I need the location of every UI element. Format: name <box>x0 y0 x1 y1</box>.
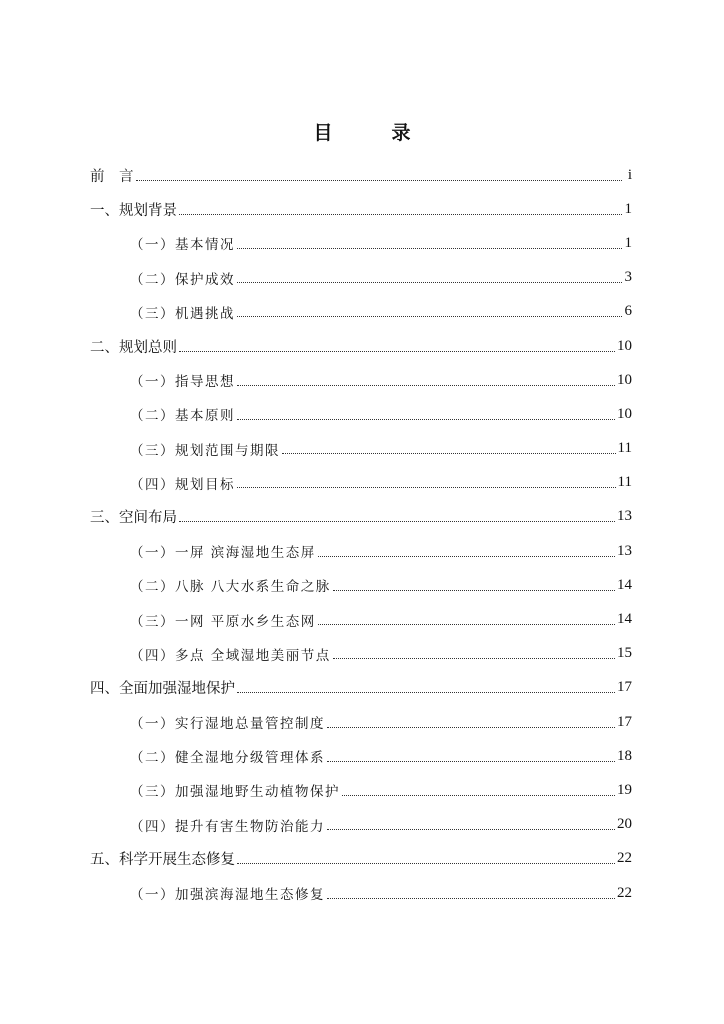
toc-entry-page-number: 11 <box>617 474 632 491</box>
toc-dot-leader <box>342 795 615 796</box>
toc-dot-leader <box>318 624 615 625</box>
toc-dot-leader <box>327 727 615 728</box>
toc-entry-page-number: 19 <box>617 781 632 798</box>
toc-entry-label: （二）健全湿地分级管理体系 <box>130 750 325 767</box>
toc-dot-leader <box>179 214 622 215</box>
toc-entry-label: （四）提升有害生物防治能力 <box>130 818 325 835</box>
toc-entry[interactable] <box>90 158 632 192</box>
toc-entry[interactable] <box>90 739 632 773</box>
toc-entry-label: （一）加强滨海湿地生态修复 <box>130 887 325 904</box>
toc-entry[interactable] <box>90 671 632 705</box>
toc-dot-leader <box>327 829 615 830</box>
toc-entry-label: （二）八脉 八大水系生命之脉 <box>130 579 331 596</box>
toc-entry-page-number: 14 <box>617 576 632 593</box>
toc-dot-leader <box>327 898 615 899</box>
toc-entry-page-number: 22 <box>617 850 632 867</box>
table-of-contents <box>90 158 632 910</box>
toc-entry-page-number: 13 <box>617 542 632 559</box>
toc-entry-label: 前 言 <box>90 168 134 185</box>
toc-entry[interactable] <box>90 261 632 295</box>
toc-entry[interactable] <box>90 466 632 500</box>
toc-entry[interactable] <box>90 397 632 431</box>
toc-entry[interactable] <box>90 500 632 534</box>
toc-dot-leader <box>333 590 615 591</box>
toc-entry-label: （一）指导思想 <box>130 374 235 391</box>
toc-entry[interactable] <box>90 568 632 602</box>
toc-entry[interactable] <box>90 773 632 807</box>
toc-dot-leader <box>237 248 622 249</box>
toc-entry-label: （四）规划目标 <box>130 476 235 493</box>
toc-entry-label: （三）一网 平原水乡生态网 <box>130 613 316 630</box>
toc-entry[interactable] <box>90 842 632 876</box>
toc-dot-leader <box>327 761 615 762</box>
toc-entry-label: （一）实行湿地总量管控制度 <box>130 716 325 733</box>
toc-entry-page-number: 1 <box>624 200 632 217</box>
toc-entry-page-number: 18 <box>617 747 632 764</box>
toc-entry-label: 一、规划背景 <box>90 202 177 219</box>
toc-dot-leader <box>237 487 616 488</box>
toc-entry-label: 二、规划总则 <box>90 339 177 356</box>
toc-entry[interactable] <box>90 876 632 910</box>
toc-entry[interactable] <box>90 534 632 568</box>
toc-entry-page-number: 22 <box>617 884 632 901</box>
toc-entry-page-number: 3 <box>624 269 632 286</box>
toc-entry-label: （三）加强湿地野生动植物保护 <box>130 784 340 801</box>
toc-entry[interactable] <box>90 602 632 636</box>
toc-entry-page-number: 6 <box>624 303 632 320</box>
toc-entry[interactable] <box>90 432 632 466</box>
toc-entry-page-number: 17 <box>617 679 632 696</box>
toc-entry[interactable] <box>90 637 632 671</box>
toc-entry-label: （三）规划范围与期限 <box>130 442 280 459</box>
page-title: 目 录 <box>313 122 431 144</box>
toc-entry-page-number: i <box>627 166 632 183</box>
toc-dot-leader <box>237 316 622 317</box>
toc-dot-leader <box>282 453 616 454</box>
toc-dot-leader <box>237 863 615 864</box>
toc-entry[interactable] <box>90 295 632 329</box>
toc-entry-page-number: 10 <box>617 371 632 388</box>
toc-entry-page-number: 10 <box>617 405 632 422</box>
toc-entry-page-number: 1 <box>624 234 632 251</box>
toc-entry[interactable] <box>90 705 632 739</box>
toc-entry-label: （三）机遇挑战 <box>130 305 235 322</box>
toc-entry-label: （四）多点 全域湿地美丽节点 <box>130 647 331 664</box>
toc-dot-leader <box>179 521 615 522</box>
toc-entry-page-number: 13 <box>617 508 632 525</box>
toc-entry[interactable] <box>90 329 632 363</box>
toc-entry-page-number: 15 <box>617 645 632 662</box>
toc-dot-leader <box>179 351 615 352</box>
toc-entry-label: 五、科学开展生态修复 <box>90 852 235 869</box>
toc-entry-label: （一）一屏 滨海湿地生态屏 <box>130 545 316 562</box>
toc-dot-leader <box>237 692 615 693</box>
toc-entry-label: （二）基本原则 <box>130 408 235 425</box>
toc-entry-page-number: 14 <box>617 611 632 628</box>
toc-entry-label: 三、空间布局 <box>90 510 177 527</box>
toc-entry-page-number: 10 <box>617 337 632 354</box>
toc-entry-page-number: 11 <box>617 440 632 457</box>
toc-entry[interactable] <box>90 226 632 260</box>
toc-dot-leader <box>318 556 615 557</box>
toc-entry-page-number: 17 <box>617 713 632 730</box>
toc-dot-leader <box>237 385 615 386</box>
toc-dot-leader <box>333 658 615 659</box>
toc-dot-leader <box>237 282 622 283</box>
toc-entry[interactable] <box>90 808 632 842</box>
toc-dot-leader <box>237 419 615 420</box>
toc-entry-label: （一）基本情况 <box>130 237 235 254</box>
toc-entry-page-number: 20 <box>617 816 632 833</box>
toc-entry-label: 四、全面加强湿地保护 <box>90 681 235 698</box>
toc-dot-leader <box>136 180 623 181</box>
toc-entry[interactable] <box>90 363 632 397</box>
toc-entry[interactable] <box>90 192 632 226</box>
toc-entry-label: （二）保护成效 <box>130 271 235 288</box>
